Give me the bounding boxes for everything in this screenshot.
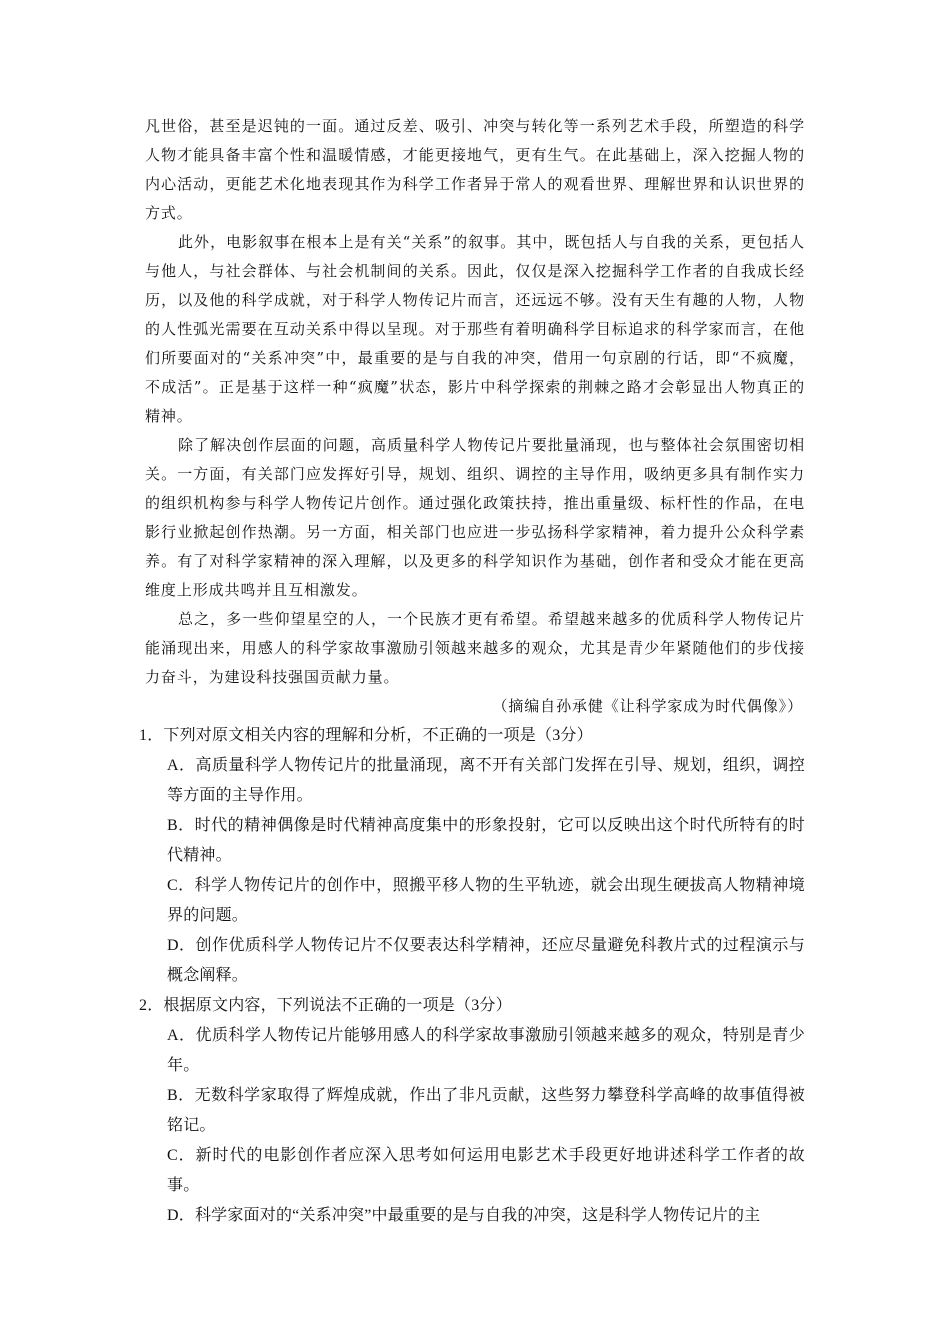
question-1-stem: 1．下列对原文相关内容的理解和分析，不正确的一项是（3分） xyxy=(139,727,593,744)
passage xyxy=(145,112,805,721)
passage-paragraph-1: 凡世俗，甚至是迟钝的一面。通过反差、吸引、冲突与转化等一系列艺术手段，所塑造的科学人物才能具备丰富个性和温暖情感，才能更接地气，更有生气。在此基础上，深入挖掘人物的内心活动，更能艺术化地表现其作为科学工作者异于常人的观看世界、理解世界和认识世界的方式。 xyxy=(145,117,805,222)
question-1-option-b: B．时代的精神偶像是时代精神高度集中的形象投射，它可以反映出这个时代所特有的时代精神。 xyxy=(167,817,805,864)
passage-paragraph-2: 此外，电影叙事在根本上是有关“关系”的叙事。其中，既包括人与自我的关系，更包括人与他人，与社会群体、与社会机制间的关系。因此，仅仅是深入挖掘科学工作者的自我成长经历，以及他的科学成就，对于科学人物传记片而言，还远远不够。没有天生有趣的人物，人物的人性弧光需要在互动关系中得以呈现。对于那些有着明确科学目标追求的科学家而言，在他们所要面对的“关系冲突”中，最重要的是与自我的冲突，借用一句京剧的行话，即“不疯魔，不成活”。正是基于这样一种“疯魔”状态，影片中科学探索的荆棘之路才会彰显出人物真正的精神。 xyxy=(145,233,805,425)
question-2-option-c: C．新时代的电影创作者应深入思考如何运用电影艺术手段更好地讲述科学工作者的故事。 xyxy=(167,1147,805,1194)
document-page xyxy=(139,112,805,1231)
question-1-option-c: C．科学人物传记片的创作中，照搬平移人物的生平轨迹，就会出现生硬拔高人物精神境界的问题。 xyxy=(167,877,805,924)
passage-source-citation: （摘编自孙承健《让科学家成为时代偶像》） xyxy=(492,697,803,715)
question-2-stem: 2．根据原文内容，下列说法不正确的一项是（3分） xyxy=(139,997,512,1014)
question-2-option-d: D．科学家面对的“关系冲突”中最重要的是与自我的冲突，这是科学人物传记片的主 xyxy=(167,1207,761,1224)
passage-paragraph-3: 除了解决创作层面的问题，高质量科学人物传记片要批量涌现，也与整体社会氛围密切相关。一方面，有关部门应发挥好引导，规划、组织、调控的主导作用，吸纳更多具有制作实力的组织机构参与科学人物传记片创作。通过强化政策扶持，推出重量级、标杆性的作品，在电影行业掀起创作热潮。另一方面，相关部门也应进一步弘扬科学家精神，着力提升公众科学素养。有了对科学家精神的深入理解，以及更多的科学知识作为基础，创作者和受众才能在更高维度上形成共鸣并且互相激发。 xyxy=(145,436,805,599)
question-1 xyxy=(139,721,805,991)
question-1-option-a: A．高质量科学人物传记片的批量涌现，离不开有关部门发挥在引导、规划，组织，调控等方面的主导作用。 xyxy=(167,757,805,804)
question-2-option-a: A．优质科学人物传记片能够用感人的科学家故事激励引领越来越多的观众，特别是青少年。 xyxy=(167,1027,805,1074)
passage-paragraph-4: 总之，多一些仰望星空的人，一个民族才更有希望。希望越来越多的优质科学人物传记片能涌现出来，用感人的科学家故事激励引领越来越多的观众，尤其是青少年紧随他们的步伐接力奋斗，为建设科技强国贡献力量。 xyxy=(145,610,805,686)
question-2-option-b: B．无数科学家取得了辉煌成就，作出了非凡贡献，这些努力攀登科学高峰的故事值得被铭记。 xyxy=(167,1087,805,1134)
question-2 xyxy=(139,991,805,1231)
question-1-option-d: D．创作优质科学人物传记片不仅要表达科学精神，还应尽量避免科教片式的过程演示与概念阐释。 xyxy=(167,937,805,984)
